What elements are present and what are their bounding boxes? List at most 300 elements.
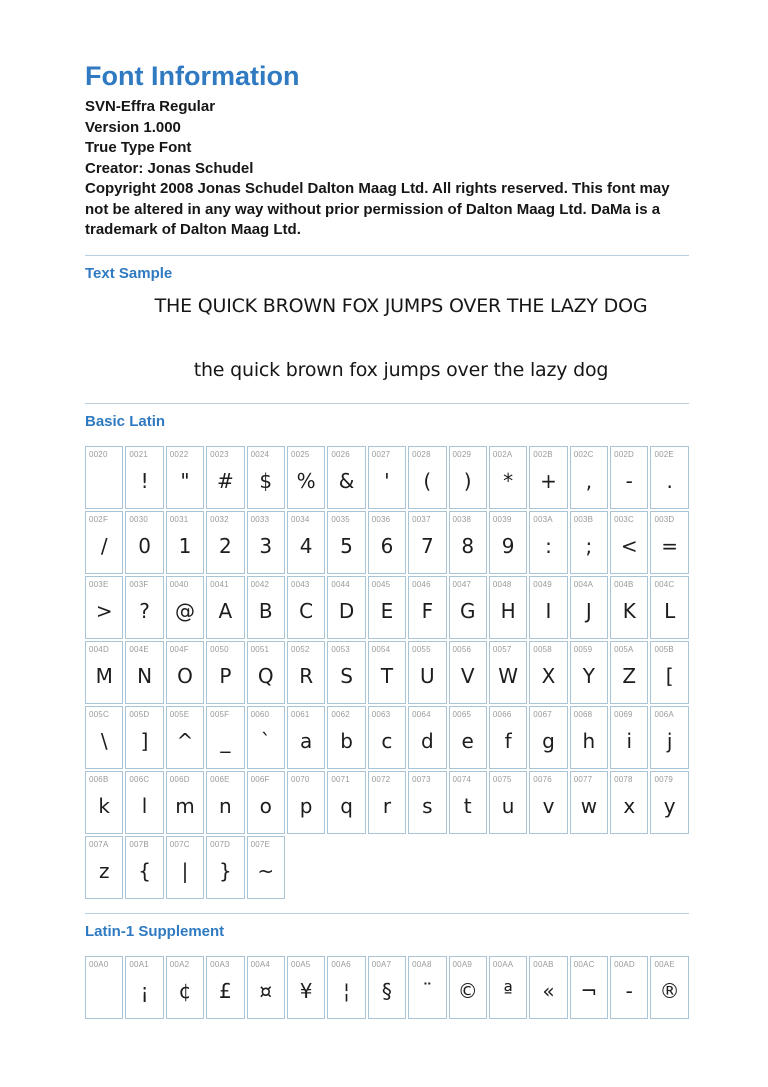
glyph-code: 002B <box>533 449 553 459</box>
glyph-char: D <box>338 598 355 623</box>
glyph-cell-0049 <box>529 576 567 639</box>
glyph-cell-00A4 <box>247 956 285 1019</box>
glyph-cell-002D <box>610 446 648 509</box>
glyph-char: = <box>661 533 679 558</box>
glyph-code: 0029 <box>452 449 472 459</box>
glyph-code: 0065 <box>452 709 472 719</box>
glyph-char: l <box>141 793 148 818</box>
glyph-code: 0032 <box>210 514 229 524</box>
glyph-cell-003A <box>529 511 567 574</box>
glyph-cell-0037 <box>408 511 446 574</box>
glyph-code: 0055 <box>412 644 431 654</box>
glyph-char: " <box>180 468 190 493</box>
glyph-code: 0034 <box>290 514 310 524</box>
glyph-code: 0064 <box>412 709 431 719</box>
glyph-cell-0069 <box>610 706 648 769</box>
sample-text-lowercase: the quick brown fox jumps over the lazy dog <box>193 358 609 381</box>
glyph-char: ~ <box>257 858 275 883</box>
glyph-char: S <box>340 663 353 688</box>
glyph-char: 2 <box>219 533 232 558</box>
glyph-code: 003D <box>654 514 675 524</box>
glyph-row <box>85 771 689 834</box>
glyph-code: 0049 <box>533 579 552 589</box>
glyph-code: 004C <box>654 579 675 589</box>
glyph-code: 004A <box>573 579 594 589</box>
glyph-code: 005B <box>654 644 674 654</box>
glyph-cell-0025 <box>287 446 325 509</box>
glyph-code: 0020 <box>89 449 108 459</box>
glyph-char: Z <box>622 663 637 688</box>
glyph-code: 003C <box>614 514 635 524</box>
glyph-char: N <box>137 663 153 688</box>
glyph-row <box>85 576 689 639</box>
section-heading-latin1-supplement: Latin-1 Supplement <box>85 922 225 940</box>
glyph-cell-0064 <box>408 706 446 769</box>
glyph-cell-005B <box>650 641 688 704</box>
glyph-code: 0026 <box>331 449 350 459</box>
glyph-char: p <box>299 793 313 818</box>
glyph-cell-0078 <box>610 771 648 834</box>
glyph-char: - <box>625 978 633 1003</box>
glyph-code: 0073 <box>412 774 431 784</box>
glyph-cell-0024 <box>247 446 285 509</box>
glyph-cell-0026 <box>327 446 365 509</box>
glyph-char: q <box>340 793 353 818</box>
glyph-code: 006C <box>129 774 150 784</box>
glyph-cell-00A3 <box>206 956 244 1019</box>
glyph-code: 0035 <box>331 514 350 524</box>
glyph-cell-007E <box>247 836 285 899</box>
glyph-code: 00AA <box>492 959 514 969</box>
glyph-cell-0067 <box>529 706 567 769</box>
glyph-char: n <box>219 793 232 818</box>
glyph-code: 0072 <box>371 774 391 784</box>
glyph-code: 0039 <box>492 514 512 524</box>
glyph-code: 0054 <box>371 644 391 654</box>
glyph-code: 007C <box>169 839 190 849</box>
glyph-char: s <box>422 793 433 818</box>
glyph-code: 0043 <box>290 579 310 589</box>
glyph-char: ? <box>139 598 150 623</box>
glyph-code: 0059 <box>573 644 593 654</box>
glyph-code: 003E <box>89 579 109 589</box>
glyph-cell-0066 <box>489 706 527 769</box>
glyph-cell-0023 <box>206 446 244 509</box>
font-type-line: True Type Font <box>85 139 192 156</box>
glyph-char: 3 <box>259 533 273 558</box>
glyph-code: 006F <box>250 774 270 784</box>
glyph-cell-00A5 <box>287 956 325 1019</box>
glyph-cell-0052 <box>287 641 325 704</box>
glyph-code: 0077 <box>573 774 593 784</box>
glyph-char: } <box>219 858 232 883</box>
glyph-cell-0022 <box>166 446 204 509</box>
glyph-code: 00A4 <box>250 959 271 969</box>
section-heading-basic-latin: Basic Latin <box>85 412 166 430</box>
text-sample-section <box>85 265 689 381</box>
glyph-code: 002E <box>654 449 674 459</box>
glyph-code: 0024 <box>250 449 270 459</box>
glyph-code: 005E <box>169 709 190 719</box>
glyph-cell-003C <box>610 511 648 574</box>
glyph-char: t <box>463 793 472 818</box>
glyph-char: ¡ <box>140 978 149 1003</box>
glyph-cell-006C <box>125 771 163 834</box>
glyph-cell-005C <box>85 706 123 769</box>
glyph-cell-0029 <box>449 446 487 509</box>
font-version-line: Version 1.000 <box>85 118 181 136</box>
glyph-char: P <box>219 663 232 688</box>
font-creator-line: Creator: Jonas Schudel <box>85 159 254 177</box>
glyph-code: 0052 <box>290 644 310 654</box>
glyph-cell-0045 <box>368 576 406 639</box>
glyph-char: @ <box>174 598 195 623</box>
glyph-char: ¨ <box>422 978 433 1003</box>
glyph-code: 0068 <box>573 709 593 719</box>
glyph-cell-0061 <box>287 706 325 769</box>
glyph-char: « <box>542 978 555 1003</box>
glyph-char: 8 <box>461 533 475 558</box>
sample-text-uppercase: THE QUICK BROWN FOX JUMPS OVER THE LAZY DOG <box>154 294 648 317</box>
glyph-cell-002B <box>529 446 567 509</box>
glyph-code: 0076 <box>533 774 552 784</box>
glyph-cell-0041 <box>206 576 244 639</box>
glyph-cell-0032 <box>206 511 244 574</box>
glyph-char: z <box>98 858 110 883</box>
glyph-cell-0062 <box>327 706 365 769</box>
glyph-code: 0041 <box>210 579 229 589</box>
glyph-code: 0027 <box>371 449 391 459</box>
glyph-char: & <box>338 468 355 493</box>
glyph-char: * <box>503 468 514 493</box>
glyph-char: 1 <box>178 533 192 558</box>
glyph-cell-00AB <box>529 956 567 1019</box>
glyph-cell-0053 <box>327 641 365 704</box>
glyph-cell-007C <box>166 836 204 899</box>
glyph-code: 0051 <box>250 644 270 654</box>
glyph-char: H <box>500 598 516 623</box>
document-content <box>85 60 689 1019</box>
glyph-code: 002F <box>89 514 109 524</box>
glyph-cell-0060 <box>247 706 285 769</box>
glyph-cell-006E <box>206 771 244 834</box>
glyph-cell-003D <box>650 511 688 574</box>
glyph-code: 0053 <box>331 644 350 654</box>
glyph-code: 002C <box>573 449 594 459</box>
glyph-char: r <box>382 793 392 818</box>
glyph-cell-0021 <box>125 446 163 509</box>
glyph-char: > <box>95 598 113 623</box>
glyph-char: ) <box>463 468 472 493</box>
glyph-cell-0044 <box>327 576 365 639</box>
glyph-cell-003E <box>85 576 123 639</box>
glyph-code: 006B <box>89 774 109 784</box>
glyph-cell-006B <box>85 771 123 834</box>
glyph-char: ¢ <box>178 978 192 1003</box>
glyph-char: ª <box>503 978 513 1003</box>
glyph-char: X <box>541 663 556 688</box>
glyph-cell-0048 <box>489 576 527 639</box>
glyph-code: 0061 <box>290 709 310 719</box>
glyph-cell-0040 <box>166 576 204 639</box>
glyph-char: f <box>504 728 512 753</box>
glyph-char: x <box>623 793 636 818</box>
glyph-char: h <box>582 728 596 753</box>
glyph-code: 0021 <box>129 449 148 459</box>
glyph-cell-0043 <box>287 576 325 639</box>
glyph-code: 0058 <box>533 644 552 654</box>
glyph-code: 0079 <box>654 774 674 784</box>
glyph-code: 0025 <box>290 449 310 459</box>
glyph-char: £ <box>219 978 232 1003</box>
glyph-cell-004C <box>650 576 688 639</box>
glyph-row <box>85 511 689 574</box>
glyph-cell-0039 <box>489 511 527 574</box>
glyph-code: 0033 <box>250 514 270 524</box>
glyph-row <box>85 641 689 704</box>
glyph-char: j <box>666 728 673 753</box>
glyph-code: 004E <box>129 644 149 654</box>
glyph-code: 0050 <box>210 644 229 654</box>
glyph-code: 003F <box>129 579 149 589</box>
glyph-cell-0050 <box>206 641 244 704</box>
glyph-code: 00A1 <box>129 959 149 969</box>
glyph-cell-006F <box>247 771 285 834</box>
glyph-code: 0022 <box>169 449 189 459</box>
glyph-code: 0038 <box>452 514 472 524</box>
font-name-line: SVN-Effra Regular <box>85 98 216 115</box>
glyph-cell-00AC <box>570 956 608 1019</box>
glyph-code: 0066 <box>492 709 512 719</box>
glyph-code: 00A5 <box>290 959 311 969</box>
glyph-char: 9 <box>501 533 515 558</box>
glyph-code: 004B <box>614 579 634 589</box>
glyph-char: I <box>545 598 552 623</box>
glyph-char: 6 <box>380 533 394 558</box>
glyph-code: 004F <box>169 644 189 654</box>
glyph-char: 5 <box>340 533 353 558</box>
glyph-char: ¥ <box>299 978 313 1003</box>
glyph-char: R <box>299 663 314 688</box>
glyph-cell-005D <box>125 706 163 769</box>
glyph-char: Y <box>582 663 595 688</box>
glyph-cell-0072 <box>368 771 406 834</box>
glyph-cell-002E <box>650 446 688 509</box>
glyph-grid-latin1-supplement <box>85 956 689 1019</box>
glyph-cell-00A6 <box>327 956 365 1019</box>
glyph-cell-002A <box>489 446 527 509</box>
glyph-char: < <box>620 533 638 558</box>
glyph-char: _ <box>220 728 231 753</box>
glyph-code: 0062 <box>331 709 350 719</box>
glyph-code: 00A9 <box>452 959 472 969</box>
glyph-code: 0078 <box>614 774 633 784</box>
glyph-code: 0048 <box>492 579 512 589</box>
glyph-code: 0056 <box>452 644 472 654</box>
glyph-code: 003B <box>573 514 594 524</box>
glyph-cell-006D <box>166 771 204 834</box>
glyph-char: v <box>542 793 555 818</box>
glyph-cell-0030 <box>125 511 163 574</box>
glyph-char <box>86 460 122 508</box>
glyph-char: Q <box>257 663 274 688</box>
glyph-char: \ <box>100 728 108 753</box>
glyph-code: 002D <box>614 449 635 459</box>
glyph-code: 00AB <box>533 959 554 969</box>
glyph-code: 0030 <box>129 514 148 524</box>
glyph-code: 0028 <box>412 449 431 459</box>
glyph-char: u <box>501 793 515 818</box>
glyph-cell-0033 <box>247 511 285 574</box>
glyph-char: ! <box>140 468 149 493</box>
glyph-cell-002F <box>85 511 123 574</box>
glyph-cell-0057 <box>489 641 527 704</box>
glyph-cell-0020 <box>85 446 123 509</box>
glyph-code: 00A3 <box>210 959 230 969</box>
glyph-cell-004A <box>570 576 608 639</box>
glyph-char: ; <box>585 533 593 558</box>
glyph-code: 00A2 <box>169 959 190 969</box>
glyph-char: d <box>420 728 434 753</box>
glyph-char: [ <box>665 663 674 688</box>
basic-latin-section <box>85 413 689 899</box>
glyph-cell-0068 <box>570 706 608 769</box>
glyph-char: E <box>380 598 394 623</box>
glyph-cell-00A7 <box>368 956 406 1019</box>
glyph-code: 005A <box>614 644 634 654</box>
glyph-code: 00AD <box>614 959 635 969</box>
glyph-char: { <box>138 858 151 883</box>
glyph-code: 0045 <box>371 579 391 589</box>
glyph-cell-00A2 <box>166 956 204 1019</box>
glyph-cell-0077 <box>570 771 608 834</box>
glyph-code: 0037 <box>412 514 431 524</box>
glyph-char: c <box>381 728 393 753</box>
glyph-char: | <box>181 858 189 883</box>
glyph-code: 0074 <box>452 774 472 784</box>
glyph-char: O <box>177 663 193 688</box>
glyph-cell-0076 <box>529 771 567 834</box>
font-copyright-text: Copyright 2008 Jonas Schudel Dalton Maag Ltd. All rights reserved. This font may not be altered in any way without prior permission of Dalton Maag Ltd. DaMa is a trademark of Dalton Maag Ltd. <box>85 180 670 238</box>
glyph-char: G <box>459 598 476 623</box>
glyph-code: 006D <box>169 774 190 784</box>
glyph-cell-0055 <box>408 641 446 704</box>
glyph-code: 0075 <box>492 774 512 784</box>
glyph-cell-0059 <box>570 641 608 704</box>
glyph-code: 0047 <box>452 579 472 589</box>
glyph-cell-0031 <box>166 511 204 574</box>
glyph-row <box>85 956 689 1019</box>
section-divider <box>85 403 689 404</box>
glyph-cell-007B <box>125 836 163 899</box>
glyph-code: 00A0 <box>89 959 109 969</box>
glyph-char: ] <box>140 728 149 753</box>
glyph-cell-005A <box>610 641 648 704</box>
glyph-code: 0063 <box>371 709 391 719</box>
glyph-char: J <box>585 598 592 623</box>
glyph-char: y <box>663 793 676 818</box>
glyph-code: 007E <box>250 839 271 849</box>
glyph-cell-005F <box>206 706 244 769</box>
glyph-code: 0023 <box>210 449 229 459</box>
glyph-char: ® <box>659 978 680 1003</box>
glyph-code: 00A8 <box>412 959 432 969</box>
glyph-cell-004B <box>610 576 648 639</box>
glyph-cell-00A9 <box>449 956 487 1019</box>
glyph-cell-006A <box>650 706 688 769</box>
glyph-char: L <box>664 598 676 623</box>
glyph-char: F <box>421 598 434 623</box>
glyph-char: © <box>457 978 478 1003</box>
glyph-row <box>85 706 689 769</box>
glyph-char: i <box>626 728 633 753</box>
glyph-code: 0040 <box>169 579 189 589</box>
glyph-code: 002A <box>492 449 513 459</box>
glyph-cell-00A8 <box>408 956 446 1019</box>
glyph-cell-0075 <box>489 771 527 834</box>
glyph-code: 0057 <box>492 644 512 654</box>
glyph-cell-00AA <box>489 956 527 1019</box>
glyph-row <box>85 446 689 509</box>
glyph-char: k <box>98 793 110 818</box>
glyph-code: 00A7 <box>371 959 392 969</box>
glyph-char: B <box>258 598 273 623</box>
section-divider <box>85 913 689 914</box>
glyph-char: ^ <box>176 728 194 753</box>
glyph-char: ¬ <box>580 978 598 1003</box>
glyph-char: . <box>666 468 673 493</box>
glyph-cell-002C <box>570 446 608 509</box>
glyph-char: + <box>540 468 557 493</box>
glyph-char: 0 <box>138 533 151 558</box>
glyph-code: 0071 <box>331 774 350 784</box>
glyph-char <box>86 970 122 1018</box>
glyph-cell-007A <box>85 836 123 899</box>
glyph-cell-004D <box>85 641 123 704</box>
glyph-code: 0042 <box>250 579 270 589</box>
glyph-cell-0036 <box>368 511 406 574</box>
glyph-char: U <box>420 663 435 688</box>
glyph-cell-0071 <box>327 771 365 834</box>
glyph-code: 0031 <box>169 514 189 524</box>
glyph-cell-0035 <box>327 511 365 574</box>
glyph-code: 005F <box>210 709 230 719</box>
glyph-cell-00A0 <box>85 956 123 1019</box>
glyph-cell-0038 <box>449 511 487 574</box>
glyph-cell-0056 <box>449 641 487 704</box>
glyph-cell-00AD <box>610 956 648 1019</box>
glyph-code: 00A6 <box>331 959 351 969</box>
glyph-cell-0063 <box>368 706 406 769</box>
glyph-cell-0079 <box>650 771 688 834</box>
glyph-code: 0067 <box>533 709 552 719</box>
glyph-code: 003A <box>533 514 553 524</box>
glyph-char: K <box>622 598 636 623</box>
glyph-cell-00A1 <box>125 956 163 1019</box>
glyph-code: 00AC <box>573 959 595 969</box>
glyph-cell-005E <box>166 706 204 769</box>
glyph-char: ¦ <box>343 978 350 1003</box>
glyph-char: ( <box>423 468 432 493</box>
glyph-char: e <box>461 728 474 753</box>
latin1-supplement-section <box>85 923 689 1019</box>
glyph-cell-0047 <box>449 576 487 639</box>
glyph-char: C <box>299 598 314 623</box>
glyph-code: 007D <box>210 839 231 849</box>
glyph-char: ` <box>260 728 271 753</box>
glyph-char: w <box>580 793 598 818</box>
glyph-char: 7 <box>420 533 434 558</box>
